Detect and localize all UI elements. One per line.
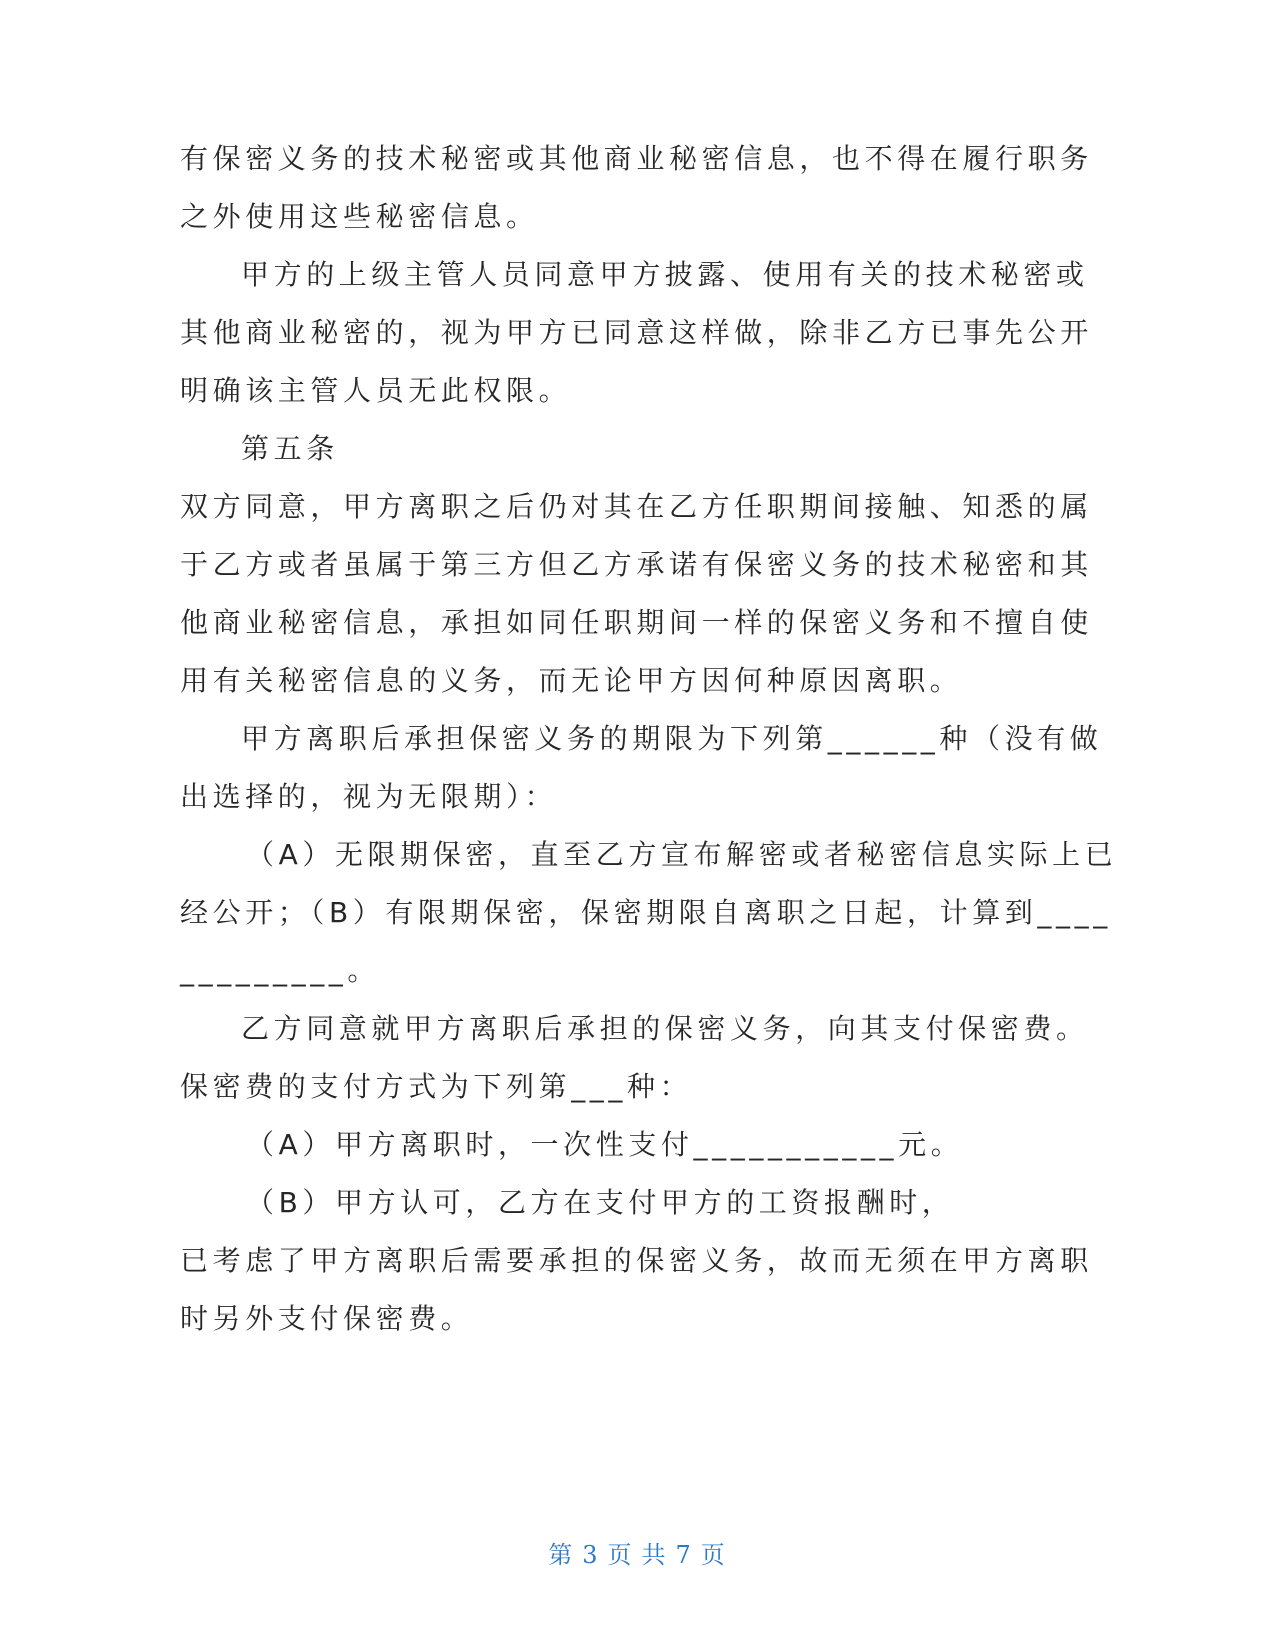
text-line: 保密费的支付方式为下列第___种： [180, 1070, 693, 1103]
text-line: 明确该主管人员无此权限。 [180, 374, 572, 407]
text-line: 甲方离职后承担保密义务的期限为下列第______种（没有做 [241, 722, 1103, 755]
text-line: 用有关秘密信息的义务，而无论甲方因何种原因离职。 [180, 664, 963, 697]
footer-prefix: 第 [548, 1541, 575, 1569]
text-line: _________。 [180, 954, 381, 987]
text-line: 于乙方或者虽属于第三方但乙方承诺有保密义务的技术秘密和其 [180, 548, 1093, 581]
text-line: （A）无限期保密，直至乙方宣布解密或者秘密信息实际上已 [246, 838, 1118, 871]
text-line: 经公开；（B）有限期保密，保密期限自离职之日起，计算到____ [180, 896, 1112, 929]
text-line: 时另外支付保密费。 [180, 1302, 474, 1335]
text-line: 已考虑了甲方离职后需要承担的保密义务，故而无须在甲方离职 [180, 1244, 1093, 1277]
footer-current-page: 3 [582, 1541, 600, 1569]
text-line: 乙方同意就甲方离职后承担的保密义务，向其支付保密费。 [241, 1012, 1089, 1045]
text-line: （B）甲方认可，乙方在支付甲方的工资报酬时， [246, 1186, 955, 1219]
footer-page-word: 页 [607, 1541, 634, 1569]
text-line: （A）甲方离职时，一次性支付___________元。 [246, 1128, 964, 1161]
text-line: 其他商业秘密的，视为甲方已同意这样做，除非乙方已事先公开 [180, 316, 1093, 349]
text-line: 有保密义务的技术秘密或其他商业秘密信息，也不得在履行职务 [180, 142, 1093, 175]
text-line: 出选择的，视为无限期）： [180, 780, 558, 813]
footer-suffix: 页 [700, 1541, 727, 1569]
article-heading: 第五条 [241, 432, 339, 465]
text-line: 双方同意，甲方离职之后仍对其在乙方任职期间接触、知悉的属 [180, 490, 1093, 523]
document-body [180, 130, 1118, 1348]
footer-total-prefix: 共 [641, 1541, 668, 1569]
text-line: 甲方的上级主管人员同意甲方披露、使用有关的技术秘密或 [241, 258, 1089, 291]
footer-total-pages: 7 [675, 1541, 693, 1569]
text-line: 之外使用这些秘密信息。 [180, 200, 539, 233]
page-footer [0, 1535, 1275, 1570]
text-line: 他商业秘密信息，承担如同任职期间一样的保密义务和不擅自使 [180, 606, 1093, 639]
